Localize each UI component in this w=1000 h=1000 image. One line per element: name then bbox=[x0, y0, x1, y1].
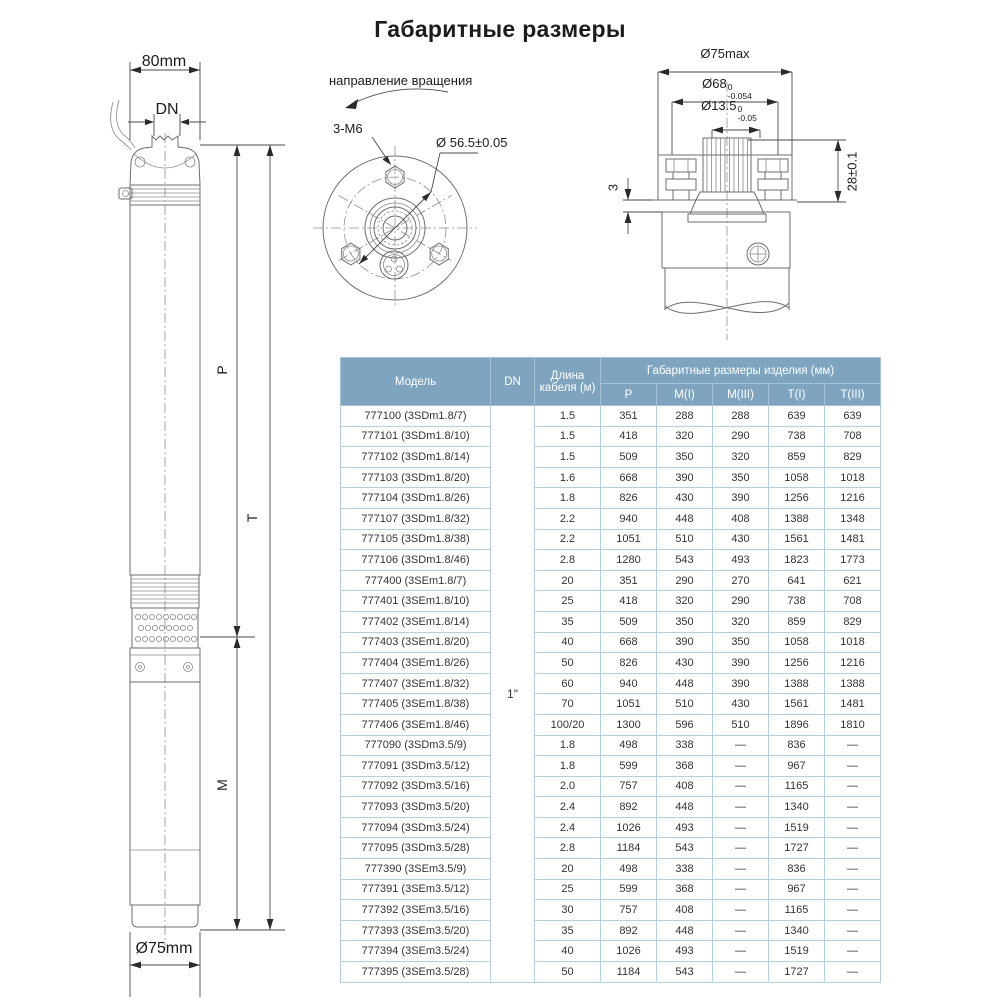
cell-m1: 338 bbox=[657, 859, 713, 880]
cell-t1: 1519 bbox=[769, 941, 825, 962]
cell-cable-length: 40 bbox=[535, 941, 601, 962]
bolt-circle-diameter-label: Ø 56.5±0.05 bbox=[436, 135, 508, 150]
cell-model: 777105 (3SDm1.8/38) bbox=[341, 529, 491, 550]
cell-cable-length: 20 bbox=[535, 570, 601, 591]
cell-m3: 320 bbox=[713, 611, 769, 632]
col-subheader-0: P bbox=[601, 384, 657, 406]
table-row bbox=[341, 714, 881, 735]
cell-p: 498 bbox=[601, 735, 657, 756]
cell-p: 418 bbox=[601, 426, 657, 447]
col-header-model: Модель bbox=[341, 358, 491, 406]
col-subheader-1: M(I) bbox=[657, 384, 713, 406]
table-header bbox=[341, 358, 881, 406]
cell-t1: 1519 bbox=[769, 817, 825, 838]
cell-m1: 448 bbox=[657, 508, 713, 529]
cell-p: 498 bbox=[601, 859, 657, 880]
dim-label-13-5 bbox=[679, 97, 779, 124]
dim-13-5 bbox=[712, 127, 760, 138]
cell-t3: — bbox=[825, 776, 881, 797]
table-row bbox=[341, 529, 881, 550]
cell-m1: 448 bbox=[657, 673, 713, 694]
col-header-group: Габаритные размеры изделия (мм) bbox=[601, 358, 881, 384]
cell-cable-length: 2.8 bbox=[535, 838, 601, 859]
cell-t3: — bbox=[825, 920, 881, 941]
cell-t1: 1165 bbox=[769, 900, 825, 921]
cell-cable-length: 1.6 bbox=[535, 467, 601, 488]
cell-m1: 493 bbox=[657, 941, 713, 962]
cell-m3: 430 bbox=[713, 529, 769, 550]
table-row bbox=[341, 570, 881, 591]
cell-model: 777100 (3SDm1.8/7) bbox=[341, 406, 491, 427]
cell-cable-length: 25 bbox=[535, 591, 601, 612]
cell-t1: 1561 bbox=[769, 529, 825, 550]
cell-t1: 1896 bbox=[769, 714, 825, 735]
cell-t1: 738 bbox=[769, 426, 825, 447]
cell-t1: 967 bbox=[769, 879, 825, 900]
col-subheader-2: M(III) bbox=[713, 384, 769, 406]
dim-28 bbox=[748, 140, 846, 202]
cell-model: 777405 (3SEm1.8/38) bbox=[341, 694, 491, 715]
cell-t3: 621 bbox=[825, 570, 881, 591]
cell-p: 1280 bbox=[601, 550, 657, 571]
cell-t3: — bbox=[825, 859, 881, 880]
table-row bbox=[341, 900, 881, 921]
cell-cable-length: 1.8 bbox=[535, 735, 601, 756]
flange-top-view-drawing bbox=[310, 60, 480, 310]
cell-m1: 493 bbox=[657, 817, 713, 838]
table-row bbox=[341, 797, 881, 818]
cell-t3: 1773 bbox=[825, 550, 881, 571]
cell-t3: 1018 bbox=[825, 632, 881, 653]
dim-label-t: T bbox=[244, 513, 260, 523]
dim-label-3: 3 bbox=[605, 183, 621, 192]
table-row bbox=[341, 632, 881, 653]
cell-t1: 1165 bbox=[769, 776, 825, 797]
cell-m3: 390 bbox=[713, 653, 769, 674]
cell-t3: — bbox=[825, 941, 881, 962]
cell-m1: 448 bbox=[657, 920, 713, 941]
cell-model: 777404 (3SEm1.8/26) bbox=[341, 653, 491, 674]
cell-model: 777107 (3SDm1.8/32) bbox=[341, 508, 491, 529]
table-row bbox=[341, 694, 881, 715]
cell-m3: — bbox=[713, 941, 769, 962]
cell-t3: 1348 bbox=[825, 508, 881, 529]
cell-m1: 543 bbox=[657, 550, 713, 571]
cell-cable-length: 2.4 bbox=[535, 797, 601, 818]
dim-13-5-base: Ø13.5 bbox=[701, 98, 737, 113]
cell-t1: 639 bbox=[769, 406, 825, 427]
cell-cable-length: 1.8 bbox=[535, 756, 601, 777]
cell-t3: — bbox=[825, 838, 881, 859]
dim-label-m: M bbox=[214, 779, 230, 791]
cell-p: 509 bbox=[601, 447, 657, 468]
cell-m3: 350 bbox=[713, 632, 769, 653]
cell-t1: 1340 bbox=[769, 797, 825, 818]
cell-t3: 1810 bbox=[825, 714, 881, 735]
dim-label-75mm: Ø75mm bbox=[135, 940, 193, 957]
cell-t3: 708 bbox=[825, 426, 881, 447]
table-row bbox=[341, 817, 881, 838]
cell-m3: 270 bbox=[713, 570, 769, 591]
table-row bbox=[341, 508, 881, 529]
dim-label-p: P bbox=[214, 365, 230, 375]
cell-m1: 288 bbox=[657, 406, 713, 427]
dim-label-75max: Ø75max bbox=[700, 46, 750, 61]
cell-dn: 1" bbox=[491, 406, 535, 983]
dim-label-80mm: 80mm bbox=[141, 53, 187, 70]
table-row bbox=[341, 776, 881, 797]
cell-cable-length: 50 bbox=[535, 653, 601, 674]
cell-cable-length: 2.2 bbox=[535, 529, 601, 550]
cell-m3: 390 bbox=[713, 673, 769, 694]
cell-model: 777093 (3SDm3.5/20) bbox=[341, 797, 491, 818]
cell-t1: 1727 bbox=[769, 962, 825, 983]
table-row bbox=[341, 426, 881, 447]
table-row bbox=[341, 653, 881, 674]
cell-cable-length: 2.4 bbox=[535, 817, 601, 838]
cell-model: 777094 (3SDm3.5/24) bbox=[341, 817, 491, 838]
cell-t3: 639 bbox=[825, 406, 881, 427]
cell-t1: 1058 bbox=[769, 632, 825, 653]
cell-p: 668 bbox=[601, 632, 657, 653]
cell-t3: 829 bbox=[825, 447, 881, 468]
cell-model: 777101 (3SDm1.8/10) bbox=[341, 426, 491, 447]
table-row bbox=[341, 962, 881, 983]
cell-cable-length: 25 bbox=[535, 879, 601, 900]
dim-13-5-lower-tol: -0.05 bbox=[737, 113, 757, 124]
page-title: Габаритные размеры bbox=[374, 16, 626, 42]
cell-model: 777393 (3SEm3.5/20) bbox=[341, 920, 491, 941]
cell-cable-length: 1.5 bbox=[535, 447, 601, 468]
cell-m1: 408 bbox=[657, 776, 713, 797]
cell-t3: 1018 bbox=[825, 467, 881, 488]
cell-model: 777090 (3SDm3.5/9) bbox=[341, 735, 491, 756]
cell-m3: 350 bbox=[713, 467, 769, 488]
dimensions-table bbox=[340, 357, 880, 983]
table-row bbox=[341, 447, 881, 468]
table-row bbox=[341, 756, 881, 777]
cell-cable-length: 70 bbox=[535, 694, 601, 715]
cell-model: 777390 (3SEm3.5/9) bbox=[341, 859, 491, 880]
cell-m3: 290 bbox=[713, 426, 769, 447]
dim-68-lower-tol: -0.054 bbox=[727, 91, 752, 102]
cell-model: 777091 (3SDm3.5/12) bbox=[341, 756, 491, 777]
cell-m1: 390 bbox=[657, 632, 713, 653]
cell-m1: 350 bbox=[657, 447, 713, 468]
cell-model: 777406 (3SEm1.8/46) bbox=[341, 714, 491, 735]
cell-m3: 290 bbox=[713, 591, 769, 612]
table-row bbox=[341, 859, 881, 880]
cell-m3: — bbox=[713, 879, 769, 900]
cell-t3: — bbox=[825, 962, 881, 983]
cell-m1: 320 bbox=[657, 426, 713, 447]
table-row bbox=[341, 879, 881, 900]
cell-t1: 1058 bbox=[769, 467, 825, 488]
cell-cable-length: 50 bbox=[535, 962, 601, 983]
cell-cable-length: 30 bbox=[535, 900, 601, 921]
table-row bbox=[341, 673, 881, 694]
leader-3m6 bbox=[372, 137, 391, 165]
cell-p: 1184 bbox=[601, 838, 657, 859]
cell-model: 777394 (3SEm3.5/24) bbox=[341, 941, 491, 962]
cell-m1: 338 bbox=[657, 735, 713, 756]
cell-cable-length: 1.5 bbox=[535, 406, 601, 427]
cell-t1: 1256 bbox=[769, 653, 825, 674]
cell-model: 777106 (3SDm1.8/46) bbox=[341, 550, 491, 571]
cell-t1: 836 bbox=[769, 735, 825, 756]
cell-p: 757 bbox=[601, 776, 657, 797]
cell-p: 351 bbox=[601, 406, 657, 427]
cell-t1: 859 bbox=[769, 611, 825, 632]
cell-model: 777095 (3SDm3.5/28) bbox=[341, 838, 491, 859]
cell-m1: 510 bbox=[657, 529, 713, 550]
cell-t3: 1216 bbox=[825, 653, 881, 674]
cell-cable-length: 1.8 bbox=[535, 488, 601, 509]
col-header-dn: DN bbox=[491, 358, 535, 406]
cell-t1: 1823 bbox=[769, 550, 825, 571]
cell-cable-length: 20 bbox=[535, 859, 601, 880]
cell-model: 777402 (3SEm1.8/14) bbox=[341, 611, 491, 632]
col-subheader-4: T(III) bbox=[825, 384, 881, 406]
pump-clamp-band bbox=[119, 185, 200, 205]
cell-p: 892 bbox=[601, 920, 657, 941]
cell-t1: 641 bbox=[769, 570, 825, 591]
cell-model: 777391 (3SEm3.5/12) bbox=[341, 879, 491, 900]
cell-m3: — bbox=[713, 900, 769, 921]
cell-m1: 543 bbox=[657, 838, 713, 859]
cell-m3: 390 bbox=[713, 488, 769, 509]
cell-m3: — bbox=[713, 920, 769, 941]
table-row bbox=[341, 488, 881, 509]
dim-68-upper-tol: 0 bbox=[727, 82, 733, 92]
cell-p: 418 bbox=[601, 591, 657, 612]
cell-p: 668 bbox=[601, 467, 657, 488]
table-row bbox=[341, 838, 881, 859]
cell-p: 599 bbox=[601, 879, 657, 900]
cell-m3: 408 bbox=[713, 508, 769, 529]
cell-m1: 290 bbox=[657, 570, 713, 591]
table-row bbox=[341, 467, 881, 488]
cell-m3: — bbox=[713, 859, 769, 880]
cell-t3: — bbox=[825, 797, 881, 818]
cell-t3: 1481 bbox=[825, 529, 881, 550]
cell-p: 1051 bbox=[601, 529, 657, 550]
cell-p: 826 bbox=[601, 653, 657, 674]
cell-t1: 967 bbox=[769, 756, 825, 777]
cell-m1: 430 bbox=[657, 653, 713, 674]
cell-m3: 493 bbox=[713, 550, 769, 571]
cell-p: 757 bbox=[601, 900, 657, 921]
bolt-spec-label: 3-M6 bbox=[333, 121, 363, 136]
cell-m3: — bbox=[713, 962, 769, 983]
cell-m1: 448 bbox=[657, 797, 713, 818]
pump-side-view-drawing bbox=[100, 50, 310, 1000]
dim-13-5-upper-tol: 0 bbox=[737, 104, 743, 114]
cell-model: 777401 (3SEm1.8/10) bbox=[341, 591, 491, 612]
cell-p: 826 bbox=[601, 488, 657, 509]
table-row bbox=[341, 611, 881, 632]
cell-t1: 1388 bbox=[769, 508, 825, 529]
cell-t3: 708 bbox=[825, 591, 881, 612]
cell-t1: 836 bbox=[769, 859, 825, 880]
cell-m3: — bbox=[713, 776, 769, 797]
cell-t3: — bbox=[825, 900, 881, 921]
dim-3 bbox=[623, 178, 662, 234]
cell-t1: 738 bbox=[769, 591, 825, 612]
cell-m3: 320 bbox=[713, 447, 769, 468]
cell-t3: — bbox=[825, 756, 881, 777]
cell-t3: — bbox=[825, 817, 881, 838]
cell-p: 509 bbox=[601, 611, 657, 632]
cell-cable-length: 40 bbox=[535, 632, 601, 653]
cell-m1: 368 bbox=[657, 879, 713, 900]
cell-cable-length: 35 bbox=[535, 920, 601, 941]
cell-cable-length: 35 bbox=[535, 611, 601, 632]
cell-p: 940 bbox=[601, 673, 657, 694]
cell-model: 777403 (3SEm1.8/20) bbox=[341, 632, 491, 653]
col-header-cable: Длина кабеля (м) bbox=[535, 358, 601, 406]
cell-p: 1300 bbox=[601, 714, 657, 735]
cell-p: 351 bbox=[601, 570, 657, 591]
table-row bbox=[341, 941, 881, 962]
dim-68-base: Ø68 bbox=[702, 76, 727, 91]
cell-p: 1026 bbox=[601, 817, 657, 838]
splined-shaft bbox=[703, 138, 751, 192]
cell-t3: 1216 bbox=[825, 488, 881, 509]
cell-p: 1184 bbox=[601, 962, 657, 983]
cell-t1: 859 bbox=[769, 447, 825, 468]
col-subheader-3: T(I) bbox=[769, 384, 825, 406]
cell-m3: — bbox=[713, 817, 769, 838]
cell-m1: 430 bbox=[657, 488, 713, 509]
cell-model: 777407 (3SEm1.8/32) bbox=[341, 673, 491, 694]
cell-p: 599 bbox=[601, 756, 657, 777]
cell-p: 1051 bbox=[601, 694, 657, 715]
cell-m1: 510 bbox=[657, 694, 713, 715]
cell-m1: 543 bbox=[657, 962, 713, 983]
cell-t1: 1256 bbox=[769, 488, 825, 509]
table-row bbox=[341, 920, 881, 941]
dim-p-t-m bbox=[200, 145, 285, 930]
cell-m1: 350 bbox=[657, 611, 713, 632]
pump-cable bbox=[111, 100, 135, 150]
cable-connector bbox=[380, 251, 408, 279]
cell-t1: 1340 bbox=[769, 920, 825, 941]
cell-m1: 320 bbox=[657, 591, 713, 612]
cell-t3: — bbox=[825, 879, 881, 900]
cell-t3: 1481 bbox=[825, 694, 881, 715]
cell-cable-length: 60 bbox=[535, 673, 601, 694]
cell-p: 892 bbox=[601, 797, 657, 818]
cell-m1: 596 bbox=[657, 714, 713, 735]
cell-m3: 288 bbox=[713, 406, 769, 427]
cell-m3: — bbox=[713, 756, 769, 777]
cell-model: 777102 (3SDm1.8/14) bbox=[341, 447, 491, 468]
cell-m1: 368 bbox=[657, 756, 713, 777]
cell-t3: 829 bbox=[825, 611, 881, 632]
cell-cable-length: 1.5 bbox=[535, 426, 601, 447]
cell-m3: — bbox=[713, 735, 769, 756]
table-row bbox=[341, 406, 881, 427]
dim-label-dn: DN bbox=[155, 101, 179, 118]
cell-t3: 1388 bbox=[825, 673, 881, 694]
dim-label-28: 28±0.1 bbox=[844, 151, 860, 192]
cell-model: 777103 (3SDm1.8/20) bbox=[341, 467, 491, 488]
table-row bbox=[341, 735, 881, 756]
cell-m1: 408 bbox=[657, 900, 713, 921]
cell-model: 777104 (3SDm1.8/26) bbox=[341, 488, 491, 509]
rotation-direction-arrow bbox=[345, 89, 448, 109]
cell-p: 1026 bbox=[601, 941, 657, 962]
cell-m3: — bbox=[713, 838, 769, 859]
cell-m3: 510 bbox=[713, 714, 769, 735]
table-row bbox=[341, 550, 881, 571]
cell-p: 940 bbox=[601, 508, 657, 529]
cell-cable-length: 2.2 bbox=[535, 508, 601, 529]
cell-m3: — bbox=[713, 797, 769, 818]
cell-cable-length: 2.8 bbox=[535, 550, 601, 571]
cell-cable-length: 100/20 bbox=[535, 714, 601, 735]
cell-t3: — bbox=[825, 735, 881, 756]
cell-model: 777395 (3SEm3.5/28) bbox=[341, 962, 491, 983]
cell-m1: 390 bbox=[657, 467, 713, 488]
cell-model: 777400 (3SEm1.8/7) bbox=[341, 570, 491, 591]
cell-model: 777092 (3SDm3.5/16) bbox=[341, 776, 491, 797]
cell-t1: 1561 bbox=[769, 694, 825, 715]
cell-t1: 1727 bbox=[769, 838, 825, 859]
cell-t1: 1388 bbox=[769, 673, 825, 694]
cell-model: 777392 (3SEm3.5/16) bbox=[341, 900, 491, 921]
cell-cable-length: 2.0 bbox=[535, 776, 601, 797]
cell-m3: 430 bbox=[713, 694, 769, 715]
table-row bbox=[341, 591, 881, 612]
rotation-direction-label: направление вращения bbox=[329, 73, 473, 88]
